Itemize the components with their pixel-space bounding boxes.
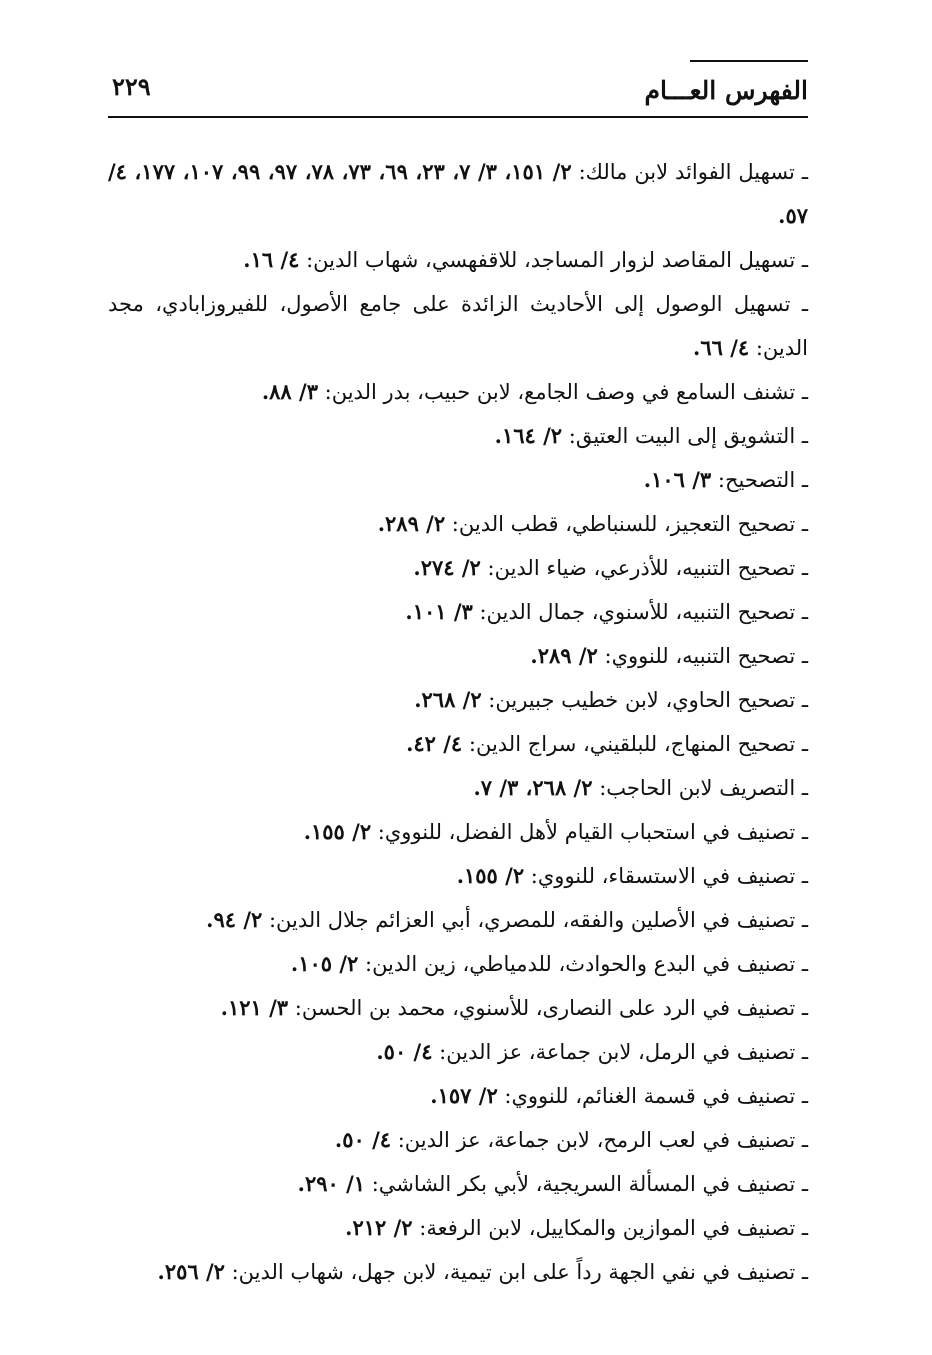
index-entry: ـ تسهيل المقاصد لزوار المساجد، للاقفهسي، شهاب الدين: ٤/ ١٦. (243, 247, 808, 272)
index-entry: ـ تصنيف في المسألة السريجية، لأبي بكر الشاشي: ١/ ٢٩٠. (297, 1171, 808, 1196)
header-rule (108, 116, 808, 118)
index-entry: ـ التصحيح: ٣/ ١٠٦. (643, 467, 808, 492)
index-entry: ـ تصحيح المنهاج، للبلقيني، سراج الدين: ٤/ ٤٢. (406, 731, 808, 756)
index-entry: ـ تصنيف في الاستسقاء، للنووي: ٢/ ١٥٥. (456, 863, 808, 888)
index-entry: ـ تصنيف في البدع والحوادث، للدمياطي، زين الدين: ٢/ ١٠٥. (290, 951, 808, 976)
page-header (108, 52, 808, 122)
index-entry: ـ التصريف لابن الحاجب: ٢/ ٢٦٨، ٣/ ٧. (473, 775, 808, 800)
index-entry: ـ تصنيف في نفي الجهة رداً على ابن تيمية، لابن جهل، شهاب الدين: ٢/ ٢٥٦. (157, 1259, 808, 1284)
index-entry: ـ تشنف السامع في وصف الجامع، لابن حبيب، بدر الدين: ٣/ ٨٨. (261, 379, 808, 404)
index-entry: ـ تسهيل الفوائد لابن مالك: ٢/ ١٥١، ٣/ ٧، ٢٣، ٦٩، ٧٣، ٧٨، ٩٧، ٩٩، ١٠٧، ١٧٧، ٤/ ٥٧. (108, 159, 808, 228)
index-entry: ـ التشويق إلى البيت العتيق: ٢/ ١٦٤. (494, 423, 808, 448)
index-entry: ـ تصنيف في قسمة الغنائم، للنووي: ٢/ ١٥٧. (430, 1083, 808, 1108)
page-number: ٢٢٩ (112, 72, 151, 101)
header-ornament-line (690, 60, 808, 62)
index-entry: ـ تسهيل الوصول إلى الأحاديث الزائدة على جامع الأصول، للفيروزابادي، مجد الدين: ٤/ ٦٦. (108, 292, 808, 360)
index-entry: ـ تصحيح الحاوي، لابن خطيب جبيرين: ٢/ ٢٦٨. (414, 687, 808, 712)
index-entries-list (108, 150, 808, 1294)
index-entry: ـ تصنيف في الأصلين والفقه، للمصري، أبي العزائم جلال الدين: ٢/ ٩٤. (206, 907, 808, 932)
index-entry: ـ تصنيف في الموازين والمكاييل، لابن الرفعة: ٢/ ٢١٢. (345, 1215, 808, 1240)
running-title: الفهرس العـــام (644, 76, 808, 105)
index-entry: ـ تصحيح التنبيه، للنووي: ٢/ ٢٨٩. (530, 643, 808, 668)
index-entry: ـ تصحيح التنبيه، للأسنوي، جمال الدين: ٣/ ١٠١. (405, 599, 808, 624)
index-entry: ـ تصنيف في الرمل، لابن جماعة، عز الدين: ٤/ ٥٠. (376, 1039, 808, 1064)
index-entry: ـ تصنيف في الرد على النصارى، للأسنوي، محمد بن الحسن: ٣/ ١٢١. (220, 995, 808, 1020)
index-entry: ـ تصحيح التعجيز، للسنباطي، قطب الدين: ٢/ ٢٨٩. (377, 511, 808, 536)
index-entry: ـ تصحيح التنبيه، للأذرعي، ضياء الدين: ٢/ ٢٧٤. (413, 555, 808, 580)
index-entry: ـ تصنيف في استحباب القيام لأهل الفضل، للنووي: ٢/ ١٥٥. (303, 819, 808, 844)
index-entry: ـ تصنيف في لعب الرمح، لابن جماعة، عز الدين: ٤/ ٥٠. (334, 1127, 808, 1152)
